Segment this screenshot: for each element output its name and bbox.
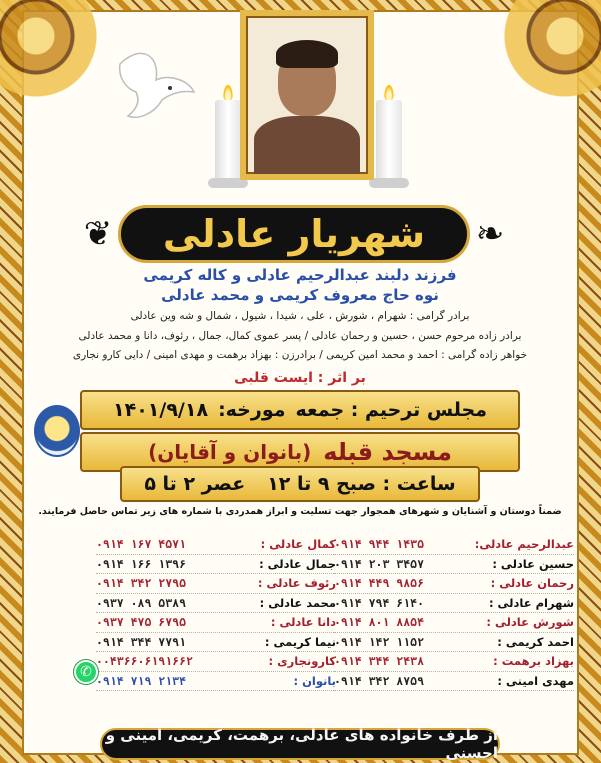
contact-phone[interactable]: ۰۹۱۴ ۱۴۲ ۱۱۵۲ bbox=[334, 634, 425, 649]
contact-phone[interactable]: ۰۹۳۷ ۴۷۵ ۶۷۹۵ bbox=[96, 615, 187, 630]
contact-row bbox=[334, 535, 574, 555]
time-afternoon: عصر ۲ تا ۵ bbox=[144, 473, 246, 495]
contact-name: حسین عادلی : bbox=[492, 556, 574, 571]
ceremony-date: ۱۴۰۱/۹/۱۸ bbox=[113, 399, 209, 421]
candle-icon bbox=[376, 100, 402, 180]
contact-phone[interactable]: ۰۹۱۴ ۷۹۴ ۶۱۴۰ bbox=[334, 595, 425, 610]
contact-name: نیما کریمی : bbox=[264, 634, 336, 649]
contact-name: رئوف عادلی : bbox=[257, 576, 336, 591]
portrait-shirt bbox=[254, 116, 360, 174]
portrait-photo bbox=[240, 10, 374, 180]
contact-phone[interactable]: ۰۹۱۴ ۲۰۳ ۳۴۵۷ bbox=[334, 556, 425, 571]
contact-name: دانا عادلی : bbox=[270, 615, 336, 630]
contact-phone[interactable]: ۰۹۱۴ ۳۴۲ ۸۷۵۹ bbox=[334, 673, 425, 688]
candle-base-right bbox=[369, 178, 409, 188]
corner-ornament-left bbox=[0, 0, 120, 120]
contact-name: جمال عادلی : bbox=[259, 556, 336, 571]
ornament-left-icon: ❦ bbox=[83, 214, 113, 254]
contact-row bbox=[334, 672, 574, 692]
contact-phone[interactable]: ۰۹۱۴ ۱۶۷ ۴۵۷۱ bbox=[96, 537, 187, 552]
contact-row bbox=[334, 594, 574, 614]
contact-name: رحمان عادلی : bbox=[490, 576, 574, 591]
contact-row bbox=[334, 633, 574, 653]
whatsapp-icon: ✆ bbox=[74, 660, 98, 684]
contact-row bbox=[96, 652, 336, 672]
contact-name: محمد عادلی : bbox=[259, 595, 336, 610]
contact-note: ضمناً دوستان و آشنایان و شهرهای همجوار جهت تسلیت و ابراز همدردی با شماره های زیر تماس حاصل فرمایند. bbox=[38, 506, 562, 517]
footer-banner bbox=[100, 728, 500, 760]
banner-ceremony bbox=[80, 390, 520, 430]
contacts-left-column bbox=[96, 535, 336, 691]
banner-time bbox=[120, 466, 480, 502]
contact-name: احمد کریمی : bbox=[497, 634, 574, 649]
contact-name: عبدالرحیم عادلی: bbox=[474, 537, 574, 552]
portrait-hair bbox=[276, 40, 338, 68]
contact-row bbox=[96, 672, 336, 692]
time-morning: ساعت : صبح ۹ تا ۱۲ bbox=[267, 473, 456, 495]
emblem-icon bbox=[34, 405, 80, 457]
relatives-line-2: برادر زاده مرحوم حسن ، حسین و رحمان عادلی / پسر عموی کمال، جمال ، رئوف، دانا و محمد عادلی bbox=[78, 330, 522, 342]
contact-row bbox=[96, 633, 336, 653]
contact-row bbox=[96, 535, 336, 555]
contact-row bbox=[96, 594, 336, 614]
contact-name: مهدی امینی : bbox=[497, 673, 574, 688]
contact-phone[interactable]: ۰۰۴۳۶۶۰۶۱۹۱۶۶۲ bbox=[96, 654, 193, 669]
corner-ornament-right bbox=[481, 0, 601, 120]
contact-phone[interactable]: ۰۹۱۴ ۳۴۲ ۲۷۹۵ bbox=[96, 576, 187, 591]
contact-phone[interactable]: ۰۹۱۴ ۴۴۹ ۹۸۵۶ bbox=[334, 576, 425, 591]
contact-phone[interactable]: ۰۹۱۴ ۸۰۱ ۸۸۵۴ bbox=[334, 615, 425, 630]
contact-row bbox=[334, 652, 574, 672]
contact-name: شهرام عادلی : bbox=[488, 595, 574, 610]
contact-phone[interactable]: ۰۹۱۴ ۳۴۴ ۷۷۹۱ bbox=[96, 634, 187, 649]
contact-row bbox=[334, 574, 574, 594]
subtitle-2: نوه حاج معروف کریمی و محمد عادلی bbox=[161, 286, 439, 304]
candle-icon bbox=[215, 100, 241, 180]
venue-note: (بانوان و آقایان) bbox=[148, 440, 312, 464]
contact-row bbox=[96, 555, 336, 575]
name-plate bbox=[118, 205, 470, 263]
dove-icon bbox=[110, 44, 196, 124]
deceased-name: شهریار عادلی bbox=[162, 212, 426, 256]
contact-name: کمال عادلی : bbox=[260, 537, 336, 552]
contact-phone[interactable]: ۰۹۱۴ ۹۴۴ ۱۴۳۵ bbox=[334, 537, 425, 552]
venue-name: مسجد قبله bbox=[323, 438, 452, 466]
footer-text: از طرف خانواده های عادلی، برهمت، کریمی، امینی و احسنی bbox=[105, 726, 498, 762]
contact-name: بهزاد برهمت : bbox=[493, 654, 574, 669]
subtitle-1: فرزند دلبند عبدالرحیم عادلی و کاله کریمی bbox=[143, 266, 457, 284]
contact-phone[interactable]: ۰۹۱۴ ۳۴۴ ۲۴۳۸ bbox=[334, 654, 425, 669]
contact-name: بانوان : bbox=[293, 673, 336, 688]
contact-row bbox=[334, 555, 574, 575]
contact-phone[interactable]: ۰۹۱۴ ۷۱۹ ۲۱۳۴ bbox=[96, 673, 187, 688]
ornament-right-icon: ❧ bbox=[475, 214, 505, 254]
cause-of-death: بر اثر : ایست قلبی bbox=[234, 370, 366, 386]
contact-row bbox=[334, 613, 574, 633]
relatives-line-3: خواهر زاده گرامی : احمد و محمد امین کریمی / برادرزن : بهزاد برهمت و مهدی امینی / دایی کارو نجاری bbox=[72, 349, 528, 361]
ceremony-date-label: مورخه: bbox=[218, 399, 286, 421]
contacts-right-column bbox=[334, 535, 574, 691]
contact-phone[interactable]: ۰۹۱۴ ۱۶۶ ۱۳۹۶ bbox=[96, 556, 187, 571]
ceremony-day: مجلس ترحیم : جمعه bbox=[295, 399, 487, 421]
relatives-line-1: برادر گرامی : شهرام ، شورش ، علی ، شیدا ، شیول ، شمال و شه وین عادلی bbox=[130, 310, 470, 322]
contact-name: کارونجاری : bbox=[268, 654, 336, 669]
contact-row bbox=[96, 574, 336, 594]
contact-phone[interactable]: ۰۹۳۷ ۰۸۹ ۵۳۸۹ bbox=[96, 595, 187, 610]
contact-row bbox=[96, 613, 336, 633]
contact-name: شورش عادلی : bbox=[486, 615, 574, 630]
